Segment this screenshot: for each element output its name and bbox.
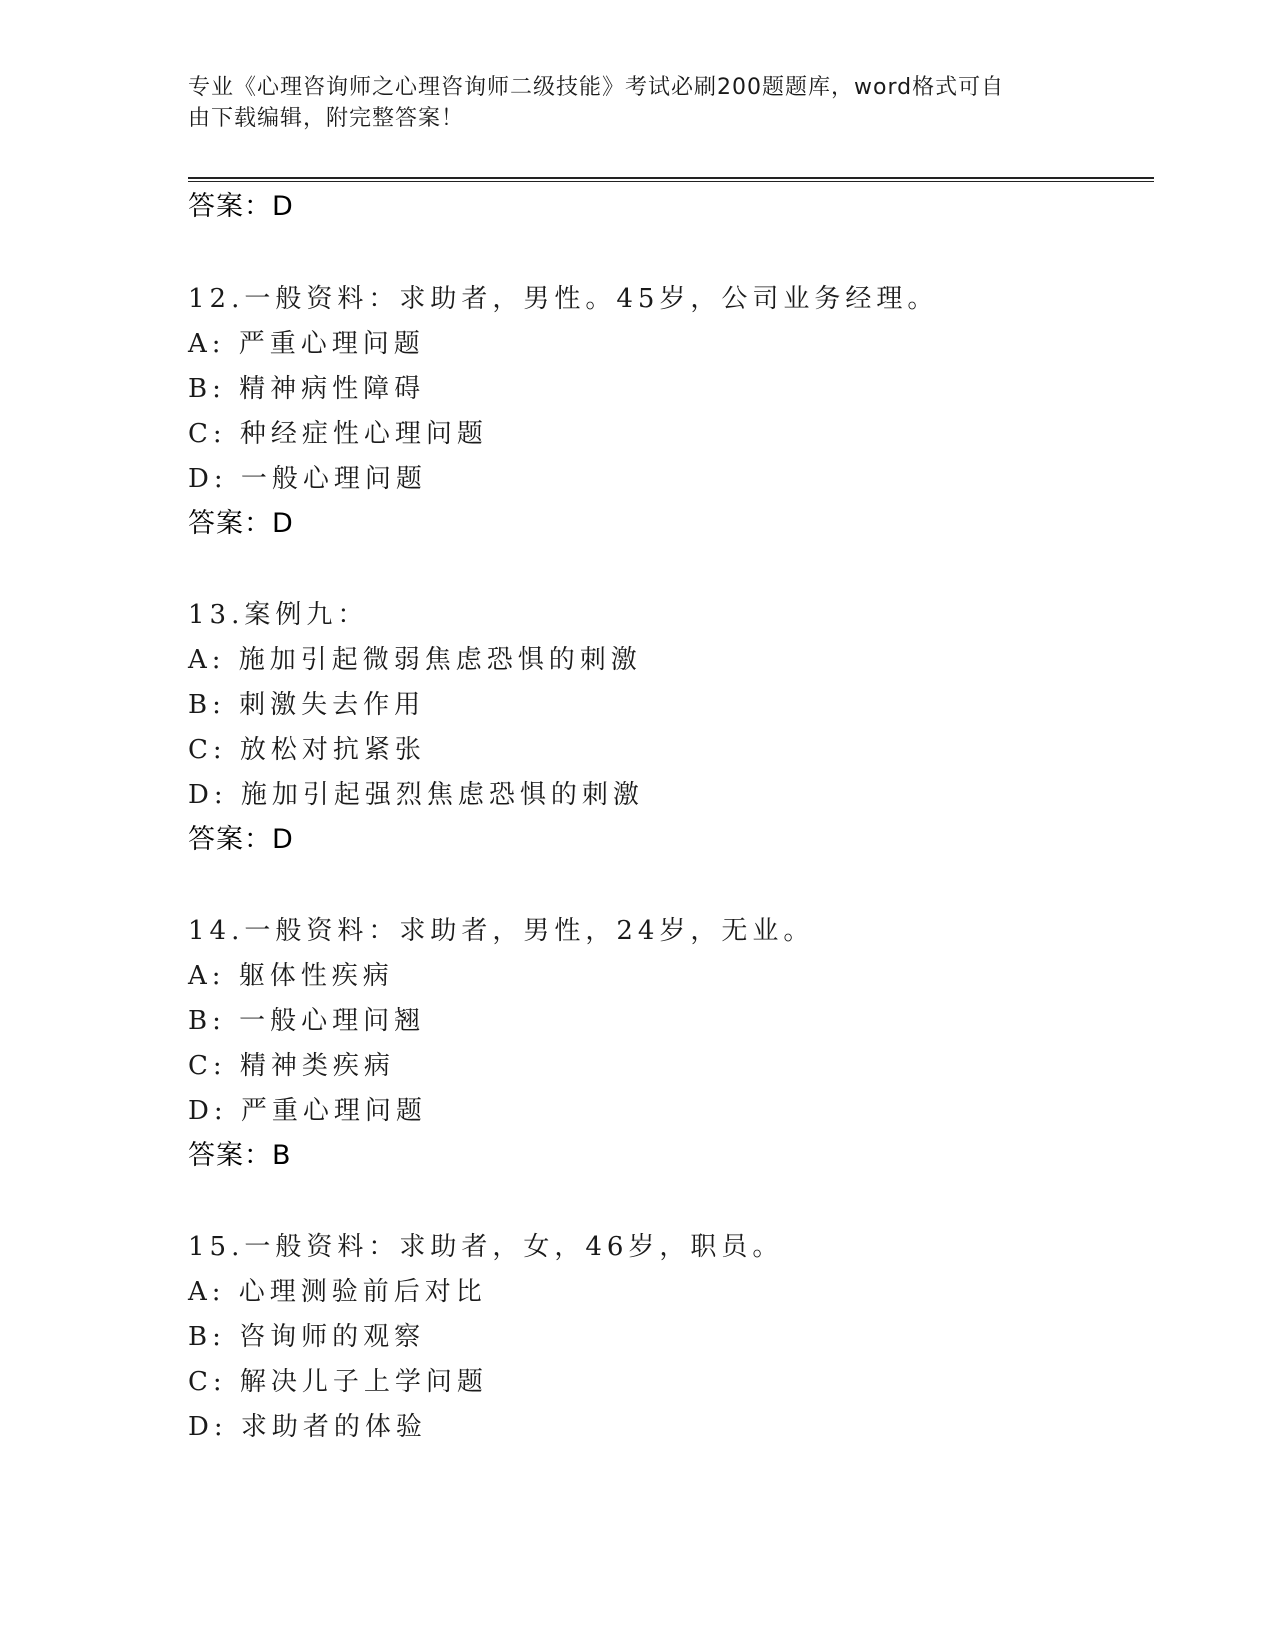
option-d: D: 严重心理问题: [188, 1096, 427, 1126]
answer-line: 答案：D: [188, 191, 294, 222]
header-line-1: 专业《心理咨询师之心理咨询师二级技能》考试必刷200题题库，word格式可自: [188, 75, 1005, 100]
question-stem: 12.一般资料：求助者，男性。45岁，公司业务经理。: [188, 284, 939, 314]
option-c: C: 放松对抗紧张: [188, 735, 426, 765]
option-c: C: 解决儿子上学问题: [188, 1367, 488, 1397]
header-divider-thin: [188, 181, 1154, 182]
option-a: A: 施加引起微弱焦虑恐惧的刺激: [188, 645, 642, 675]
answer-line: 答案：B: [188, 1140, 292, 1171]
document-header: [188, 72, 1088, 134]
option-a: A: 严重心理问题: [188, 329, 425, 359]
option-c: C: 种经症性心理问题: [188, 419, 488, 449]
answer-line: 答案：D: [188, 824, 294, 855]
option-a: A: 躯体性疾病: [188, 961, 394, 991]
option-b: B: 咨询师的观察: [188, 1322, 426, 1352]
option-a: A: 心理测验前后对比: [188, 1277, 487, 1307]
header-line-2: 由下载编辑，附完整答案！: [188, 106, 465, 131]
option-b: B: 一般心理问翘: [188, 1006, 426, 1036]
option-d: D: 求助者的体验: [188, 1412, 427, 1442]
question-stem: 14.一般资料：求助者，男性，24岁，无业。: [188, 916, 815, 946]
option-b: B: 刺激失去作用: [188, 690, 426, 720]
option-d: D: 施加引起强烈焦虑恐惧的刺激: [188, 780, 644, 810]
question-stem: 15.一般资料：求助者，女，46岁，职员。: [188, 1232, 784, 1262]
option-d: D: 一般心理问题: [188, 464, 427, 494]
option-c: C: 精神类疾病: [188, 1051, 395, 1081]
option-b: B: 精神病性障碍: [188, 374, 426, 404]
header-divider: [188, 177, 1154, 179]
question-stem: 13.案例九：: [188, 600, 369, 630]
answer-line: 答案：D: [188, 508, 294, 539]
